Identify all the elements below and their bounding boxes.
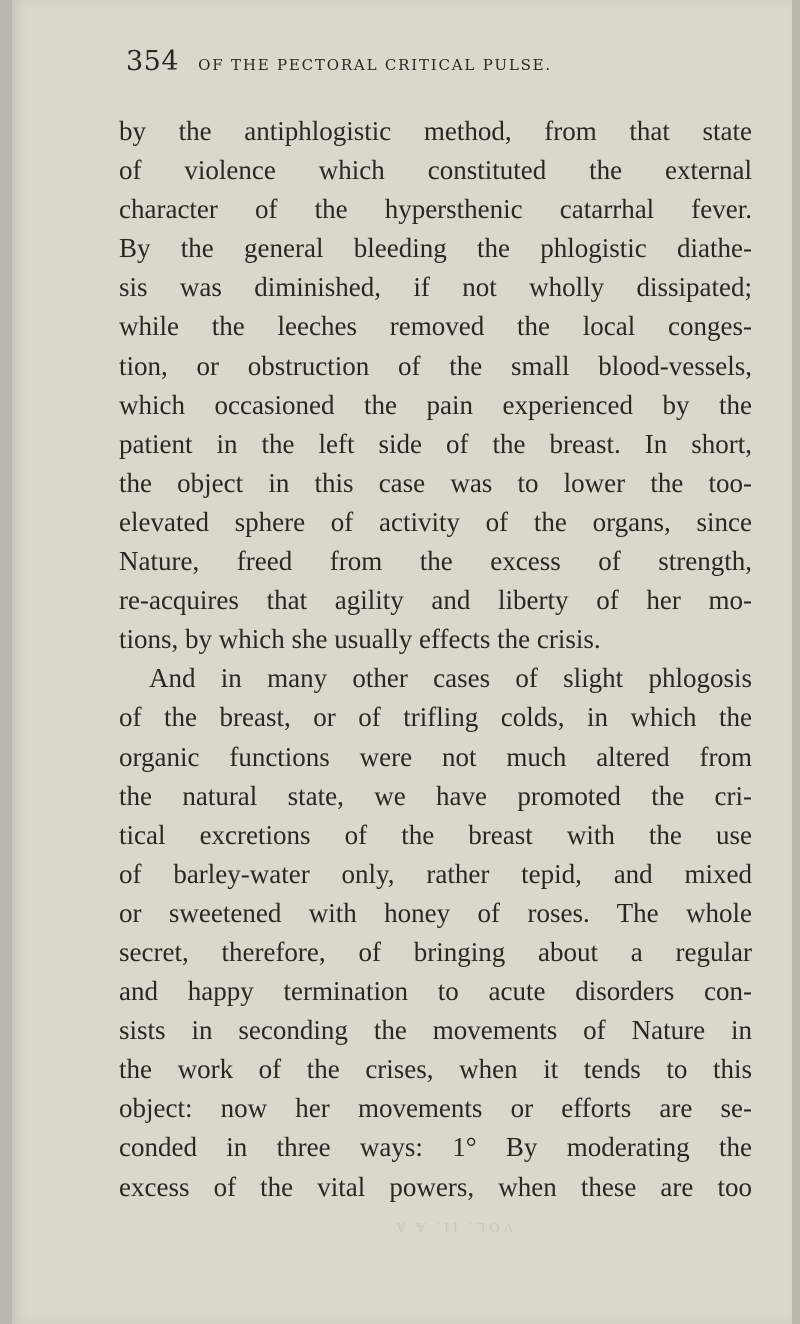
text-line: character of the hypersthenic catarrhal fever. — [119, 194, 752, 225]
running-header — [126, 46, 766, 86]
text-line: the work of the crises, when it tends to this — [119, 1054, 752, 1085]
text-line: re-acquires that agility and liberty of her mo- — [119, 585, 752, 616]
text-line: tion, or obstruction of the small blood-vessels, — [119, 350, 752, 381]
paragraph-end-line: tions, by which she usually effects the crisis. — [119, 624, 601, 655]
paragraph-start-line: And in many other cases of slight phlogosis — [149, 663, 752, 694]
body-text — [119, 112, 752, 1207]
text-line: sists in seconding the movements of Nature in — [119, 1015, 752, 1046]
text-line: and happy termination to acute disorders con- — [119, 976, 752, 1007]
running-title: OF THE PECTORAL CRITICAL PULSE. — [198, 56, 552, 74]
text-line: secret, therefore, of bringing about a regular — [119, 936, 752, 967]
text-line: of the breast, or of trifling colds, in which the — [119, 702, 752, 733]
text-line: excess of the vital powers, when these are too — [119, 1171, 752, 1202]
text-line: conded in three ways: 1° By moderating the — [119, 1132, 752, 1163]
text-line: while the leeches removed the local conges- — [119, 311, 752, 342]
text-line: of barley-water only, rather tepid, and mixed — [119, 858, 752, 889]
text-line: or sweetened with honey of roses. The whole — [119, 897, 752, 928]
text-line: the natural state, we have promoted the cri- — [119, 780, 752, 811]
text-line: object: now her movements or efforts are se- — [119, 1093, 752, 1124]
text-line: elevated sphere of activity of the organs, since — [119, 506, 752, 537]
text-line: by the antiphlogistic method, from that state — [119, 116, 752, 146]
page-number: 354 — [126, 46, 180, 77]
show-through-signature-mark: VOL. II. A A — [392, 1219, 514, 1234]
text-line: sis was diminished, if not wholly dissipated; — [119, 272, 752, 303]
text-line: which occasioned the pain experienced by the — [119, 389, 752, 420]
text-line: organic functions were not much altered from — [119, 741, 752, 772]
text-line: patient in the left side of the breast. In short, — [119, 428, 752, 459]
text-line: tical excretions of the breast with the use — [119, 819, 752, 850]
text-line: of violence which constituted the external — [119, 155, 752, 186]
text-line: the object in this case was to lower the too- — [119, 467, 752, 498]
text-line: By the general bleeding the phlogistic diathe- — [119, 233, 752, 264]
book-page — [12, 0, 792, 1324]
text-line: Nature, freed from the excess of strength, — [119, 546, 752, 577]
